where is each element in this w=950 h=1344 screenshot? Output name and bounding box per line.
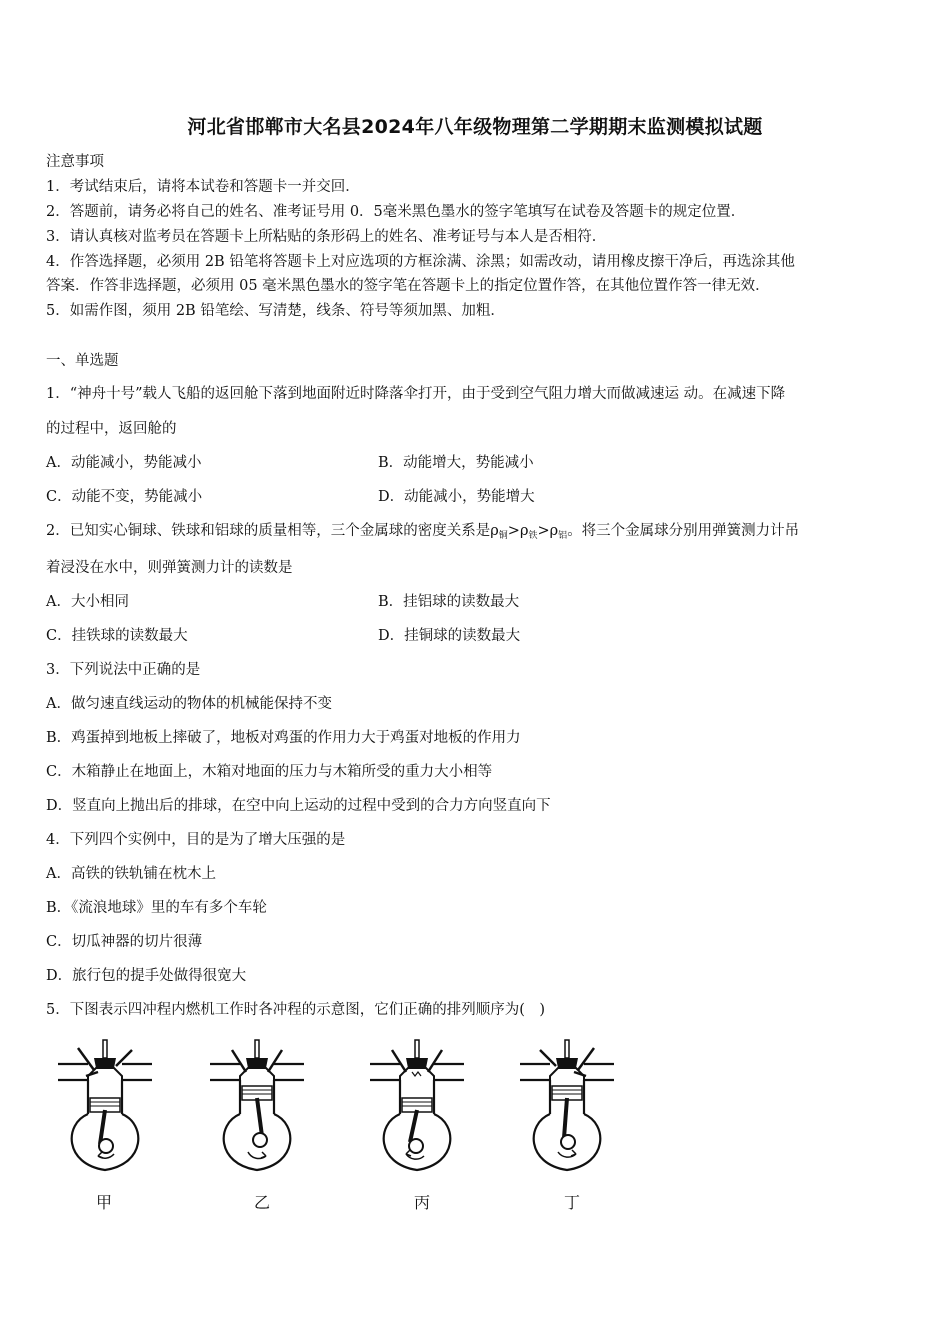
- notice-item-2: 2．答题前，请务必将自己的姓名、准考证号用 0．5毫米黑色墨水的签字笔填写在试卷及答题卡的规定位置．: [46, 204, 746, 220]
- q1-option-a: A．动能减小，势能减小: [46, 455, 202, 471]
- q4-stem: 4．下列四个实例中，目的是为了增大压强的是: [46, 832, 346, 848]
- q4-option-a: A．高铁的铁轨铺在枕木上: [46, 866, 216, 882]
- q1-option-b: B．动能增大，势能减小: [378, 455, 534, 471]
- rho-symbol: ρ: [490, 523, 499, 539]
- notice-item-1: 1．考试结束后，请将本试卷和答题卡一并交回．: [46, 179, 360, 195]
- engine-stroke-figure: [50, 1036, 640, 1216]
- q2-stem-line2: 着浸没在水中，则弹簧测力计的读数是: [46, 560, 293, 576]
- subscript-aluminium: 铝: [558, 531, 568, 541]
- q1-option-d: D．动能减小，势能增大: [378, 489, 535, 505]
- rho-symbol: ρ: [549, 523, 559, 539]
- engine-diagram-bing: [362, 1036, 472, 1186]
- figure-label-yi: 乙: [253, 1193, 270, 1212]
- notice-item-4: 4．作答选择题，必须用 2B 铅笔将答题卡上对应选项的方框涂满、涂黑；如需改动，请用橡皮擦干净后，再选涂其他: [46, 254, 795, 270]
- q4-option-c: C．切瓜神器的切片很薄: [46, 934, 203, 950]
- figure-label-bing: 丙: [413, 1193, 430, 1212]
- q3-stem: 3．下列说法中正确的是: [46, 662, 201, 678]
- q3-option-d: D．竖直向上抛出后的排球，在空中向上运动的过程中受到的合力方向竖直向下: [46, 798, 551, 814]
- figure-label-ding: 丁: [563, 1193, 580, 1212]
- q3-option-b: B．鸡蛋掉到地板上摔破了，地板对鸡蛋的作用力大于鸡蛋对地板的作用力: [46, 730, 521, 746]
- q2-option-b: B．挂铝球的读数最大: [378, 594, 520, 610]
- greater-than: >: [507, 523, 520, 539]
- notice-heading: 注意事项: [46, 154, 104, 170]
- engine-diagram-jia: [50, 1036, 160, 1186]
- q5-stem: 5．下图表示四冲程内燃机工作时各冲程的示意图，它们正确的排列顺序为( ): [46, 1002, 546, 1018]
- q3-option-a: A．做匀速直线运动的物体的机械能保持不变: [46, 696, 332, 712]
- q1-stem-line2: 的过程中，返回舱的: [46, 421, 177, 437]
- q1-option-c: C．动能不变，势能减小: [46, 489, 203, 505]
- notice-item-5: 5．如需作图，须用 2B 铅笔绘、写清楚，线条、符号等须加黑、加粗．: [46, 303, 505, 319]
- subscript-copper: 铜: [498, 531, 508, 541]
- q2-stem-post: 。将三个金属球分别用弹簧测力计吊: [567, 523, 800, 539]
- rho-symbol: ρ: [519, 523, 529, 539]
- engine-diagram-yi: [202, 1036, 312, 1186]
- q2-option-c: C．挂铁球的读数最大: [46, 628, 188, 644]
- q2-stem-line1: [46, 522, 799, 542]
- q1-stem-line1: 1．“神舟十号”载人飞船的返回舱下落到地面附近时降落伞打开，由于受到空气阻力增大而做减速运 动。在减速下降: [46, 386, 786, 402]
- q2-stem-pre: 2．已知实心铜球、铁球和铝球的质量相等，三个金属球的密度关系是: [46, 523, 491, 539]
- notice-item-3: 3．请认真核对监考员在答题卡上所粘贴的条形码上的姓名、准考证号与本人是否相符．: [46, 229, 607, 245]
- subscript-iron: 铁: [528, 531, 538, 541]
- q2-option-d: D．挂铜球的读数最大: [378, 628, 521, 644]
- q2-option-a: A．大小相同: [46, 594, 129, 610]
- q3-option-c: C．木箱静止在地面上，木箱对地面的压力与木箱所受的重力大小相等: [46, 764, 493, 780]
- notice-item-4-cont: 答案．作答非选择题，必须用 05 毫米黑色墨水的签字笔在答题卡上的指定位置作答，在其他位置作答一律无效．: [46, 278, 770, 294]
- page-title: 河北省邯郸市大名县2024年八年级物理第二学期期末监测模拟试题: [187, 116, 763, 138]
- section-heading: 一、单选题: [46, 353, 119, 369]
- q4-option-b: B．《流浪地球》里的车有多个车轮: [46, 900, 267, 916]
- engine-diagram-ding: [512, 1036, 622, 1186]
- q4-option-d: D．旅行包的提手处做得很宽大: [46, 968, 247, 984]
- figure-label-jia: 甲: [95, 1193, 112, 1212]
- greater-than: >: [537, 523, 550, 539]
